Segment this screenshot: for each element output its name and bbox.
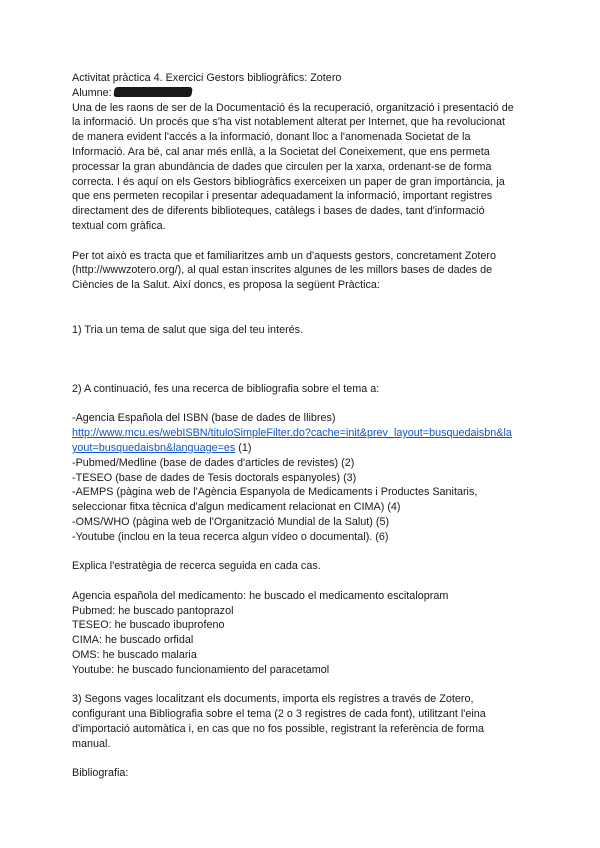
- task-3-line: configurant una Bibliografia sobre el tema (2 o 3 registres de cada font), utilitzant l'eina: [72, 708, 486, 721]
- source-item: -Pubmed/Medline (base de dades d'articles de revistes) (2): [72, 456, 355, 469]
- redacted-student-name: [113, 87, 192, 97]
- intro-paragraph-1: [72, 101, 532, 234]
- source-item: -AEMPS (pàgina web de l'Agència Espanyola de Medicaments i Productes Sanitaris,: [72, 486, 478, 499]
- source-isbn: -Agencia Española del ISBN (base de dades de llibres): [72, 412, 336, 425]
- isbn-ref: (1): [235, 441, 252, 454]
- document-body: [72, 71, 532, 781]
- task-1: 1) Tria un tema de salut que siga del teu interés.: [72, 323, 304, 336]
- paragraph-line: Una de les raons de ser de la Documentació és la recuperació, organització i presentació de: [72, 101, 514, 114]
- source-item: -Youtube (inclou en la teua recerca algun vídeo o documental). (6): [72, 530, 389, 543]
- paragraph-line: textual com gràfica.: [72, 219, 166, 232]
- answer-line: Agencia española del medicamento: he buscado el medicamento escitalopram: [72, 589, 449, 602]
- isbn-link-continued[interactable]: yout=busquedaisbn&language=es: [72, 441, 236, 454]
- task-3-line: d'importació automàtica i, en cas que no fos possible, registrant la referència de forma: [72, 723, 484, 736]
- student-label: Alumne:: [72, 86, 112, 99]
- paragraph-line: la informació. Un procés que s'ha vist notablement alterat per Internet, que ha revolucionat: [72, 116, 505, 129]
- paragraph-line: Ciències de la Salut. Així doncs, es proposa la següent Pràctica:: [72, 279, 380, 292]
- paragraph-line: Per tot això es tracta que et familiaritzes amb un d'aquests gestors, concretament Zotero: [72, 249, 496, 262]
- bibliography-label: Bibliografia:: [72, 767, 129, 780]
- isbn-link[interactable]: http://www.mcu.es/webISBN/tituloSimpleFilter.do?cache=init&prev_layout=busquedaisbn&la: [72, 427, 512, 440]
- intro-paragraph-2: [72, 249, 532, 293]
- paragraph-line: Informació. Ara bé, cal anar més enllà, a la Societat del Coneixement, que ens permeta: [72, 145, 490, 158]
- paragraph-line: processar la gran abundància de dades que circulen per la xarxa, ordenant-se de forma: [72, 160, 492, 173]
- answer-line: Youtube: he buscado funcionamiento del paracetamol: [72, 663, 330, 676]
- isbn-link-line-2: [72, 441, 532, 456]
- task-2-heading: 2) A continuació, fes una recerca de bibliografia sobre el tema a:: [72, 382, 380, 395]
- source-item: seleccionar fitxa tècnica d'algun medicament relacionat en CIMA) (4): [72, 501, 401, 514]
- source-item: -TESEO (base de dades de Tesis doctorals espanyoles) (3): [72, 471, 357, 484]
- paragraph-line: correcta. I és aquí on els Gestors bibliogràfics exerceixen un paper de gran importància, ja: [72, 175, 505, 188]
- paragraph-line: (http://wwwzotero.org/), al qual estan inscrites algunes de les millors bases de dades de: [72, 264, 493, 277]
- page-title: Activitat pràctica 4. Exercici Gestors bibliogràfics: Zotero: [72, 72, 342, 84]
- task-3-line: manual.: [72, 737, 111, 750]
- paragraph-line: directament des de diferents biblioteques, catàlegs i bases de dades, tant d'informació: [72, 205, 485, 218]
- student-line: [72, 86, 532, 101]
- answer-line: Pubmed: he buscado pantoprazol: [72, 604, 234, 617]
- paragraph-line: que ens permeten recopilar i presentar adequadament la informació, important registres: [72, 190, 493, 203]
- paragraph-line: de manera evident l'accés a la informació, donant lloc a l'anomenada Societat de la: [72, 131, 471, 144]
- answer-line: CIMA: he buscado orfidal: [72, 634, 194, 647]
- strategy-prompt: Explica l'estratègia de recerca seguida en cada cas.: [72, 560, 321, 573]
- answer-line: TESEO: he buscado ibuprofeno: [72, 619, 225, 632]
- task-3-line: 3) Segons vages localitzant els documents, importa els registres a través de Zotero,: [72, 693, 474, 706]
- answer-line: OMS: he buscado malaria: [72, 649, 197, 662]
- source-item: -OMS/WHO (pàgina web de l'Organització Mundial de la Salut) (5): [72, 515, 390, 528]
